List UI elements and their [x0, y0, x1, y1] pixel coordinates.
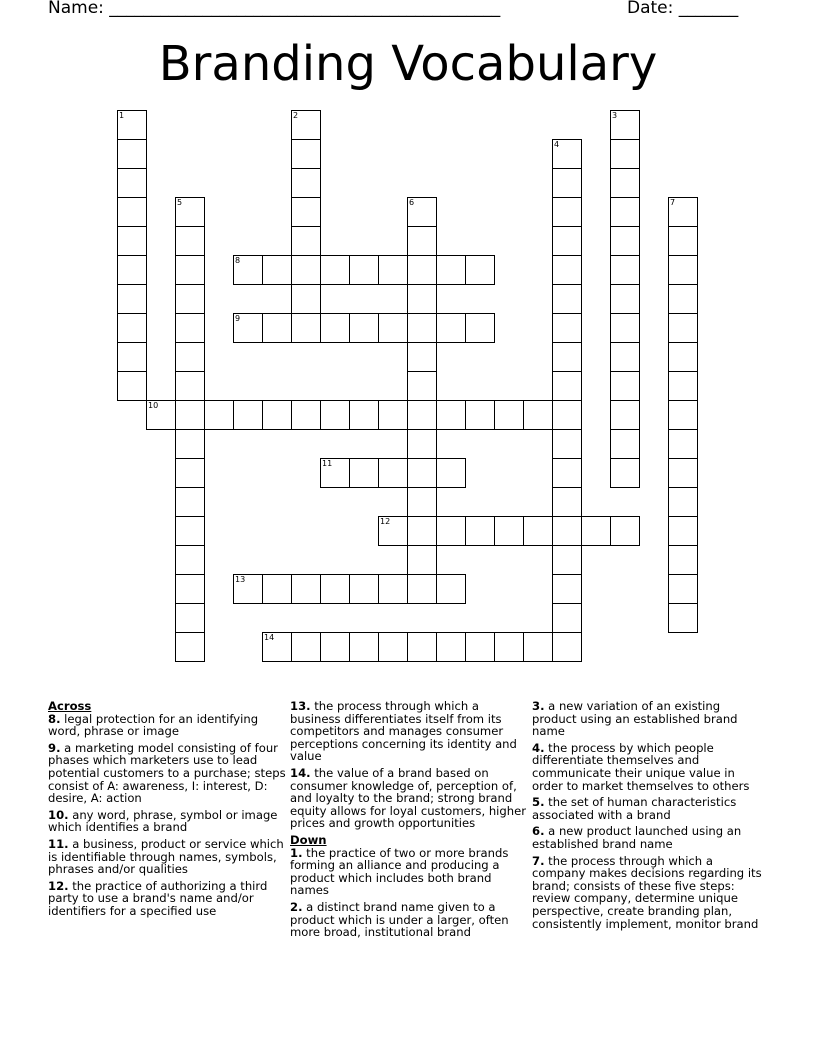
grid-cell[interactable]: [436, 458, 466, 488]
grid-cell[interactable]: [407, 632, 437, 662]
grid-cell[interactable]: [407, 516, 437, 546]
grid-cell[interactable]: [668, 603, 698, 633]
clue-number: 3: [612, 111, 618, 120]
grid-cell[interactable]: [610, 284, 640, 314]
grid-cell[interactable]: [175, 255, 205, 285]
grid-cell[interactable]: [262, 400, 292, 430]
grid-cell[interactable]: [291, 197, 321, 227]
grid-cell[interactable]: [117, 226, 147, 256]
grid-cell[interactable]: [349, 313, 379, 343]
grid-cell[interactable]: [175, 632, 205, 662]
grid-cell[interactable]: [610, 226, 640, 256]
grid-cell[interactable]: [494, 516, 524, 546]
grid-cell[interactable]: [436, 313, 466, 343]
name-line[interactable]: Name: ______________________________________________: [48, 0, 501, 18]
grid-cell[interactable]: [407, 458, 437, 488]
grid-cell[interactable]: [436, 516, 466, 546]
grid-cell[interactable]: [407, 226, 437, 256]
clue-number: 10: [148, 401, 159, 410]
grid-cell[interactable]: [378, 574, 408, 604]
grid-cell[interactable]: [610, 197, 640, 227]
grid-cell[interactable]: [668, 545, 698, 575]
clue-number: 14: [264, 633, 275, 642]
grid-cell[interactable]: [465, 313, 495, 343]
grid-cell[interactable]: [378, 632, 408, 662]
grid-cell[interactable]: [291, 400, 321, 430]
grid-cell[interactable]: [175, 313, 205, 343]
grid-cell[interactable]: [668, 371, 698, 401]
grid-cell[interactable]: [175, 487, 205, 517]
clue-number: 8: [235, 256, 241, 265]
grid-cell[interactable]: [494, 400, 524, 430]
grid-cell[interactable]: [436, 574, 466, 604]
clue-column-1: [48, 700, 286, 922]
clue-9-across: 9. a marketing model consisting of four phases which marketers use to lead potential customers to a purchase; steps consist of A: awareness, I: interest, D: desire, A: action: [48, 740, 286, 806]
clue-column-3: [532, 700, 768, 934]
grid-cell[interactable]: [552, 400, 582, 430]
grid-cell[interactable]: [320, 313, 350, 343]
grid-cell[interactable]: [436, 632, 466, 662]
clue-number: 9: [235, 314, 241, 323]
grid-cell[interactable]: [320, 574, 350, 604]
grid-cell[interactable]: [117, 168, 147, 198]
grid-cell[interactable]: [465, 632, 495, 662]
grid-cell[interactable]: [668, 255, 698, 285]
grid-cell[interactable]: [291, 226, 321, 256]
down-heading: Down: [290, 832, 327, 847]
grid-cell[interactable]: [552, 313, 582, 343]
grid-cell[interactable]: [668, 458, 698, 488]
grid-cell[interactable]: [407, 313, 437, 343]
grid-cell[interactable]: [117, 197, 147, 227]
grid-cell[interactable]: [204, 400, 234, 430]
grid-cell[interactable]: [552, 516, 582, 546]
grid-cell[interactable]: [523, 516, 553, 546]
grid-cell[interactable]: [291, 632, 321, 662]
grid-cell[interactable]: [349, 458, 379, 488]
grid-cell[interactable]: [668, 516, 698, 546]
grid-cell[interactable]: [465, 255, 495, 285]
grid-cell[interactable]: [175, 458, 205, 488]
clue-5-down: 5. the set of human characteristics associated with a brand: [532, 795, 737, 822]
grid-cell[interactable]: [407, 284, 437, 314]
clue-7-down: 7. the process through which a company makes decisions regarding its brand; consists of these five steps: review company, determine unique perspective, create branding plan, consistently implement, monitor brand: [532, 853, 762, 931]
grid-cell[interactable]: [668, 400, 698, 430]
clue-number: 11: [322, 459, 333, 468]
grid-cell[interactable]: [175, 284, 205, 314]
grid-cell[interactable]: [262, 574, 292, 604]
grid-cell[interactable]: [117, 313, 147, 343]
clue-number: 2: [293, 111, 299, 120]
grid-cell[interactable]: [291, 168, 321, 198]
grid-cell[interactable]: [436, 400, 466, 430]
grid-cell[interactable]: [610, 313, 640, 343]
grid-cell[interactable]: [349, 400, 379, 430]
grid-cell[interactable]: [668, 313, 698, 343]
grid-cell[interactable]: [668, 342, 698, 372]
grid-cell[interactable]: [175, 400, 205, 430]
clue-6-down: 6. a new product launched using an established brand name: [532, 824, 742, 851]
grid-cell[interactable]: [175, 226, 205, 256]
clue-2-down: 2. a distinct brand name given to a product which is under a larger, often more broad, institutional brand: [290, 899, 509, 940]
grid-cell[interactable]: [175, 371, 205, 401]
grid-cell[interactable]: [175, 516, 205, 546]
grid-cell[interactable]: [349, 632, 379, 662]
grid-cell[interactable]: [610, 371, 640, 401]
grid-cell[interactable]: [320, 400, 350, 430]
grid-cell[interactable]: [610, 168, 640, 198]
grid-cell[interactable]: [552, 197, 582, 227]
date-line[interactable]: Date: _______: [627, 0, 739, 18]
grid-cell[interactable]: [465, 516, 495, 546]
grid-cell[interactable]: [175, 603, 205, 633]
clue-number: 5: [177, 198, 183, 207]
grid-cell[interactable]: [407, 545, 437, 575]
grid-cell[interactable]: [552, 371, 582, 401]
grid-cell[interactable]: [320, 255, 350, 285]
grid-cell[interactable]: [552, 574, 582, 604]
clue-number: 4: [554, 140, 560, 149]
grid-cell[interactable]: [291, 255, 321, 285]
grid-cell[interactable]: [407, 487, 437, 517]
grid-cell[interactable]: [117, 284, 147, 314]
clue-1-down: 1. the practice of two or more brands forming an alliance and producing a product which includes both brand names: [290, 845, 509, 898]
grid-cell[interactable]: [465, 400, 495, 430]
clue-number: 1: [119, 111, 125, 120]
grid-cell[interactable]: [610, 516, 640, 546]
grid-cell[interactable]: [552, 284, 582, 314]
grid-cell[interactable]: [552, 487, 582, 517]
grid-cell[interactable]: [552, 458, 582, 488]
clue-number: 13: [235, 575, 246, 584]
grid-cell[interactable]: [233, 400, 263, 430]
grid-cell[interactable]: [378, 458, 408, 488]
grid-cell[interactable]: [523, 400, 553, 430]
grid-cell[interactable]: [668, 574, 698, 604]
grid-cell[interactable]: [407, 400, 437, 430]
grid-cell[interactable]: [552, 226, 582, 256]
clue-12-across: 12. the practice of authorizing a third party to use a brand's name and/or identifiers for a specified use: [48, 878, 268, 918]
clue-column-2: [290, 700, 526, 943]
grid-cell[interactable]: [378, 313, 408, 343]
grid-cell[interactable]: [581, 516, 611, 546]
clue-10-across: 10. any word, phrase, symbol or image which identifies a brand: [48, 807, 278, 835]
grid-cell[interactable]: [117, 371, 147, 401]
grid-cell[interactable]: [552, 429, 582, 459]
clue-11-across: 11. a business, product or service which is identifiable through names, symbols, phrases and/or qualities: [48, 836, 284, 877]
grid-cell[interactable]: [552, 545, 582, 575]
page-title: Branding Vocabulary: [158, 36, 658, 92]
clue-13-across: 13. the process through which a business differentiates itself from its competitors and manages consumer perceptions concerning its identity and value: [290, 699, 517, 764]
grid-cell[interactable]: [262, 255, 292, 285]
grid-cell[interactable]: [175, 342, 205, 372]
grid-cell[interactable]: [552, 168, 582, 198]
grid-cell[interactable]: [378, 400, 408, 430]
grid-cell[interactable]: [262, 313, 292, 343]
grid-cell[interactable]: [610, 342, 640, 372]
grid-cell[interactable]: [117, 342, 147, 372]
clue-3-down: 3. a new variation of an existing product using an established brand name: [532, 699, 738, 739]
grid-cell[interactable]: [407, 255, 437, 285]
grid-cell[interactable]: [378, 255, 408, 285]
grid-cell[interactable]: [291, 139, 321, 169]
grid-cell[interactable]: [291, 574, 321, 604]
grid-cell[interactable]: [349, 574, 379, 604]
grid-cell[interactable]: [610, 429, 640, 459]
grid-cell[interactable]: [523, 632, 553, 662]
grid-cell[interactable]: [552, 342, 582, 372]
grid-cell[interactable]: [552, 603, 582, 633]
clue-4-down: 4. the process by which people differentiate themselves and communicate their unique value in order to market themselves to others: [532, 740, 750, 793]
clue-14-across: 14. the value of a brand based on consumer knowledge of, perception of, and loyalty to the brand; strong brand equity allows for loyal customers, higher prices and growth opportunities: [290, 765, 526, 831]
grid-cell[interactable]: [407, 342, 437, 372]
grid-cell[interactable]: [175, 545, 205, 575]
grid-cell[interactable]: [552, 632, 582, 662]
clue-number: 6: [409, 198, 415, 207]
grid-cell[interactable]: [436, 255, 466, 285]
grid-cell[interactable]: [175, 429, 205, 459]
clue-number: 7: [670, 198, 676, 207]
grid-cell[interactable]: [407, 371, 437, 401]
grid-cell[interactable]: [552, 255, 582, 285]
grid-cell[interactable]: [175, 574, 205, 604]
clue-8-across: 8. legal protection for an identifying word, phrase or image: [48, 711, 259, 739]
grid-cell[interactable]: [610, 139, 640, 169]
grid-cell[interactable]: [291, 284, 321, 314]
grid-cell[interactable]: [668, 226, 698, 256]
grid-cell[interactable]: [610, 458, 640, 488]
grid-cell[interactable]: [117, 255, 147, 285]
grid-cell[interactable]: [494, 632, 524, 662]
grid-cell[interactable]: [610, 255, 640, 285]
grid-cell[interactable]: [349, 255, 379, 285]
across-heading: Across: [48, 699, 92, 713]
grid-cell[interactable]: [668, 487, 698, 517]
grid-cell[interactable]: [610, 400, 640, 430]
grid-cell[interactable]: [117, 139, 147, 169]
grid-cell[interactable]: [320, 632, 350, 662]
grid-cell[interactable]: [668, 284, 698, 314]
grid-cell[interactable]: [668, 429, 698, 459]
clue-number: 12: [380, 517, 391, 526]
grid-cell[interactable]: [291, 313, 321, 343]
grid-cell[interactable]: [407, 429, 437, 459]
grid-cell[interactable]: [407, 574, 437, 604]
